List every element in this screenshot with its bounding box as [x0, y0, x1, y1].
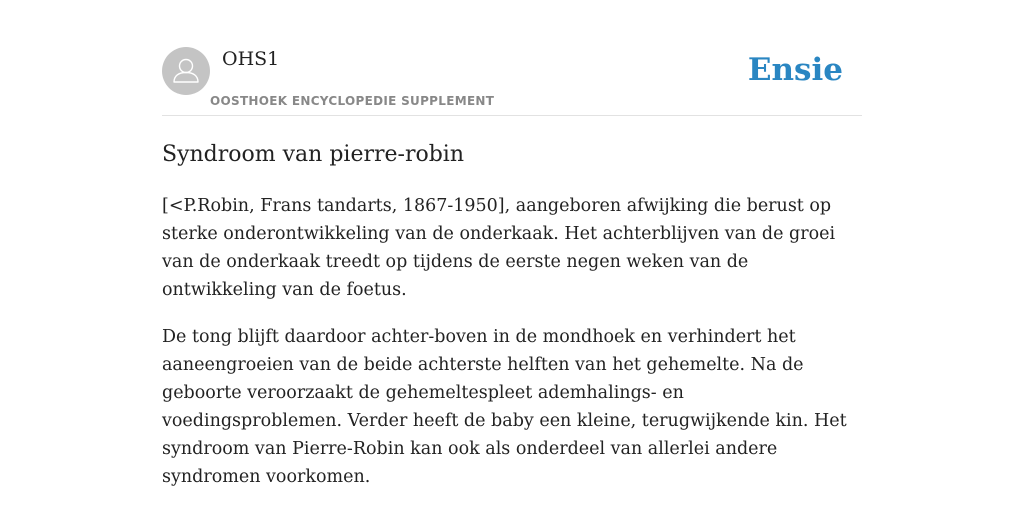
author-link[interactable]: OHS1 [222, 48, 280, 70]
article-paragraph: De tong blijft daardoor achter-boven in de mondhoek en verhindert het aaneengroeien van de beide achterste helften van het gehemelte. Na de geboorte veroorzaakt de gehemeltespleet ademhalings- en voedingsproblemen. Verder heeft de baby een kleine, terugwijkende kin. Het syndroom van Pierre-Robin kan ook als onderdeel van allerlei andere syndromen voorkomen. [162, 327, 847, 487]
avatar[interactable] [162, 47, 210, 95]
source-label[interactable]: OOSTHOEK ENCYCLOPEDIE SUPPLEMENT [210, 94, 495, 108]
article-header [162, 44, 862, 116]
article-paragraph: [<P.Robin, Frans tandarts, 1867-1950], aangeboren afwijking die berust op sterke onderontwikkeling van de onderkaak. Het achterblijven van de groei van de onderkaak treedt op tijdens de eerste negen weken van de ontwikkeling van de foetus. [162, 196, 836, 300]
user-silhouette-icon [162, 47, 210, 95]
article-body [162, 192, 862, 510]
ensie-logo[interactable]: Ensie [747, 52, 843, 88]
page-title: Syndroom van pierre-robin [162, 142, 464, 167]
